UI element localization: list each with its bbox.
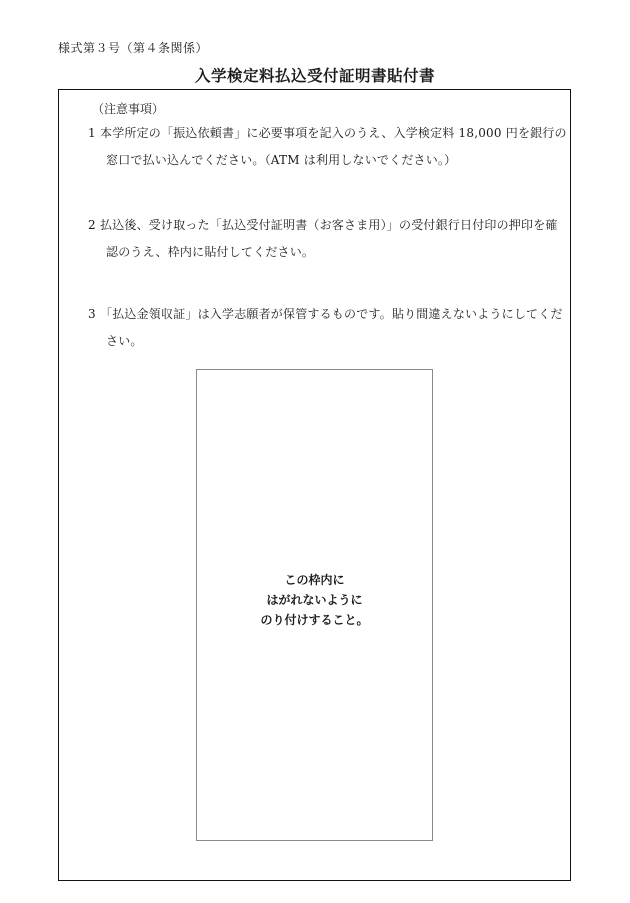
note-3-number: 3 (88, 307, 96, 321)
note-3-text-line-1: 「払込金領収証」は入学志願者が保管するものです。貼り間違えないようにしてくだ (100, 307, 563, 321)
note-1-number: 1 (88, 126, 96, 140)
note-3-first-line (88, 301, 563, 328)
paste-instruction (196, 570, 433, 630)
note-2-number: 2 (88, 218, 96, 232)
document-title: 入学検定料払込受付証明書貼付書 (194, 67, 435, 85)
note-item-1 (88, 120, 567, 174)
note-1-text-line-2: 窓口で払い込んでください。（ATM は利用しないでください。） (106, 153, 457, 167)
note-3-text-line-2: さい。 (106, 334, 143, 348)
note-item-2 (88, 212, 558, 266)
notes-heading: （注意事項） (92, 102, 165, 116)
note-1-text-line-1: 本学所定の「振込依頼書」に必要事項を記入のうえ、入学検定料 18,000 円を銀行の (100, 126, 567, 140)
note-1-first-line (88, 120, 567, 147)
note-2-text-line-2: 認のうえ、枠内に貼付してください。 (106, 245, 315, 259)
paste-instruction-line-3: のり付けすること。 (260, 613, 369, 627)
paste-instruction-line-1: この枠内に (284, 573, 345, 587)
note-2-text-line-1: 払込後、受け取った「払込受付証明書（お客さま用）」の受付銀行日付印の押印を確 (100, 218, 558, 232)
note-2-first-line (88, 212, 558, 239)
note-item-3 (88, 301, 563, 355)
form-number: 様式第３号（第４条関係） (58, 41, 209, 55)
paste-instruction-line-2: はがれないように (266, 593, 363, 607)
